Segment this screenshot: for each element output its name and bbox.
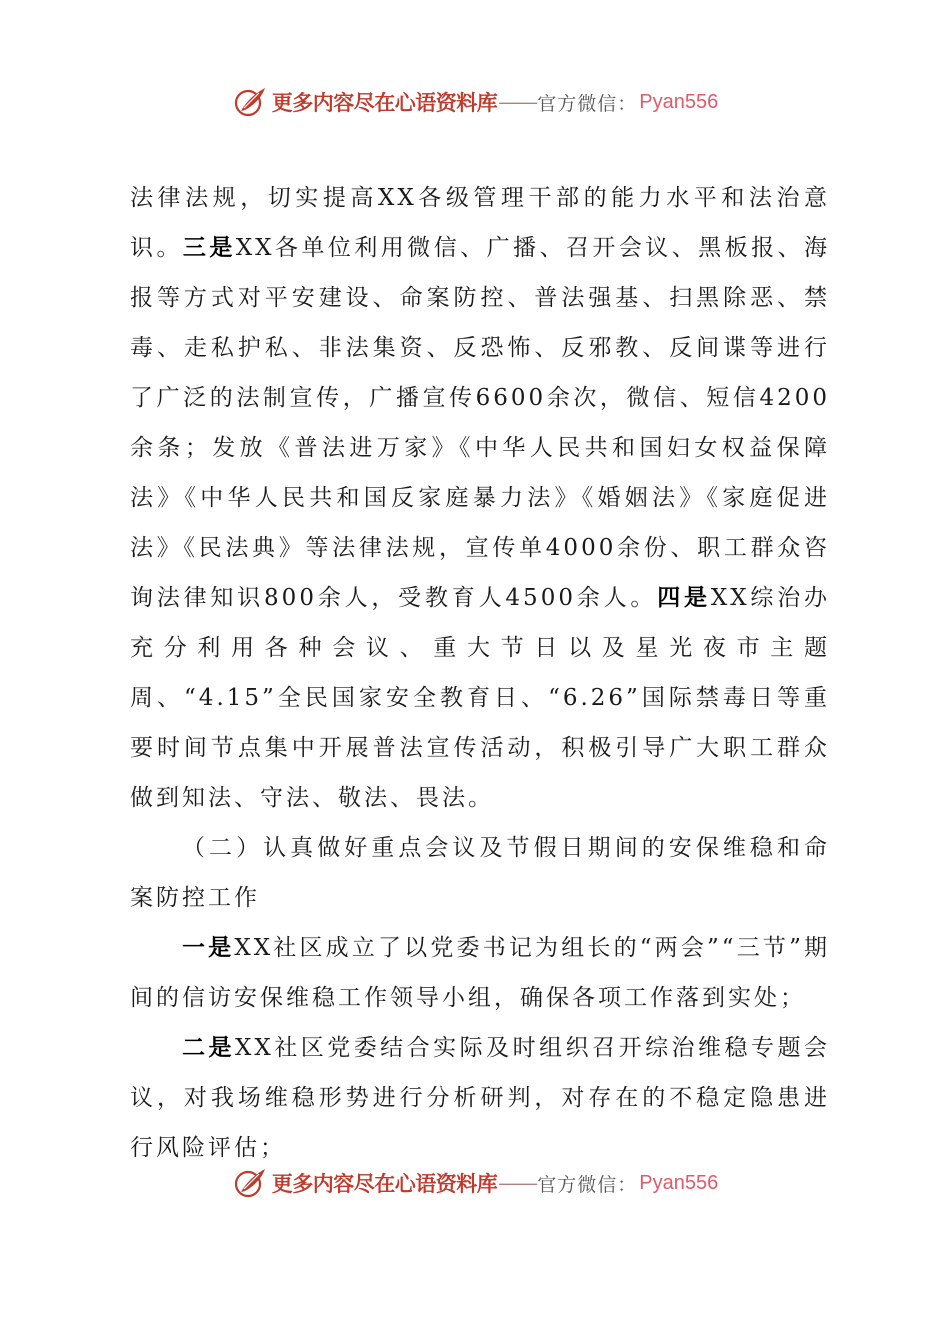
watermark-dash: ——	[498, 90, 537, 114]
watermark-main-text: 更多内容尽在心语资料库	[271, 1171, 498, 1196]
paragraph-p1	[130, 173, 830, 823]
text-segment: XX社区成立了以党委书记为组长的“两会”“三节”期间的信访安保维稳工作领导小组，确保各项工作落到实处；	[130, 935, 831, 1011]
watermark-wechat-id: Pyan556	[639, 1171, 719, 1194]
watermark-wechat-label: 官方微信：	[537, 92, 638, 115]
section-heading-p2	[130, 823, 830, 923]
bold-lead-ershi: 二是	[182, 1034, 235, 1061]
text-segment: 法律法规，切实提高XX各级管理干部的能力水平和法治意识。	[130, 185, 830, 261]
watermark-banner-top	[0, 82, 950, 122]
bold-lead-yishi: 一是	[182, 934, 235, 961]
paragraph-p4	[130, 1023, 830, 1173]
watermark-banner-bottom	[0, 1163, 950, 1203]
quill-logo-icon	[232, 1165, 268, 1201]
quill-logo-icon	[232, 84, 268, 120]
bold-lead-sanshi: 三是	[182, 234, 236, 261]
text-segment: XX综治办充分利用各种会议、重大节日以及星光夜市主题周、“4.15”全民国家安全教育日、“6.26”国际禁毒日等重要时间节点集中开展普法宣传活动，积极引导广大职工群众做到知法、守法、敬法、畏法。	[130, 585, 831, 811]
watermark-wechat-id: Pyan556	[639, 90, 719, 113]
watermark-wechat-label: 官方微信：	[537, 1173, 638, 1196]
watermark-main-text: 更多内容尽在心语资料库	[271, 90, 498, 115]
document-body	[130, 173, 830, 1173]
watermark-dash: ——	[498, 1171, 537, 1195]
section-heading-text: （二）认真做好重点会议及节假日期间的安保维稳和命案防控工作	[130, 835, 830, 911]
text-segment: XX各单位利用微信、广播、召开会议、黑板报、海报等方式对平安建设、命案防控、普法强基、扫黑除恶、禁毒、走私护私、非法集资、反恐怖、反邪教、反间谍等进行了广泛的法制宣传，广播宣传6600余次，微信、短信4200余条；发放《普法进万家》《中华人民共和国妇女权益保障法》《中华人民共和国反家庭暴力法》《婚姻法》《家庭促进法》《民法典》等法律法规，宣传单4000余份、职工群众咨询法律知识800余人，受教育人4500余人。	[130, 235, 831, 611]
bold-lead-sishi: 四是	[657, 584, 711, 611]
paragraph-p3	[130, 923, 830, 1023]
text-segment: XX社区党委结合实际及时组织召开综治维稳专题会议，对我场维稳形势进行分析研判，对存在的不稳定隐患进行风险评估；	[130, 1035, 831, 1161]
